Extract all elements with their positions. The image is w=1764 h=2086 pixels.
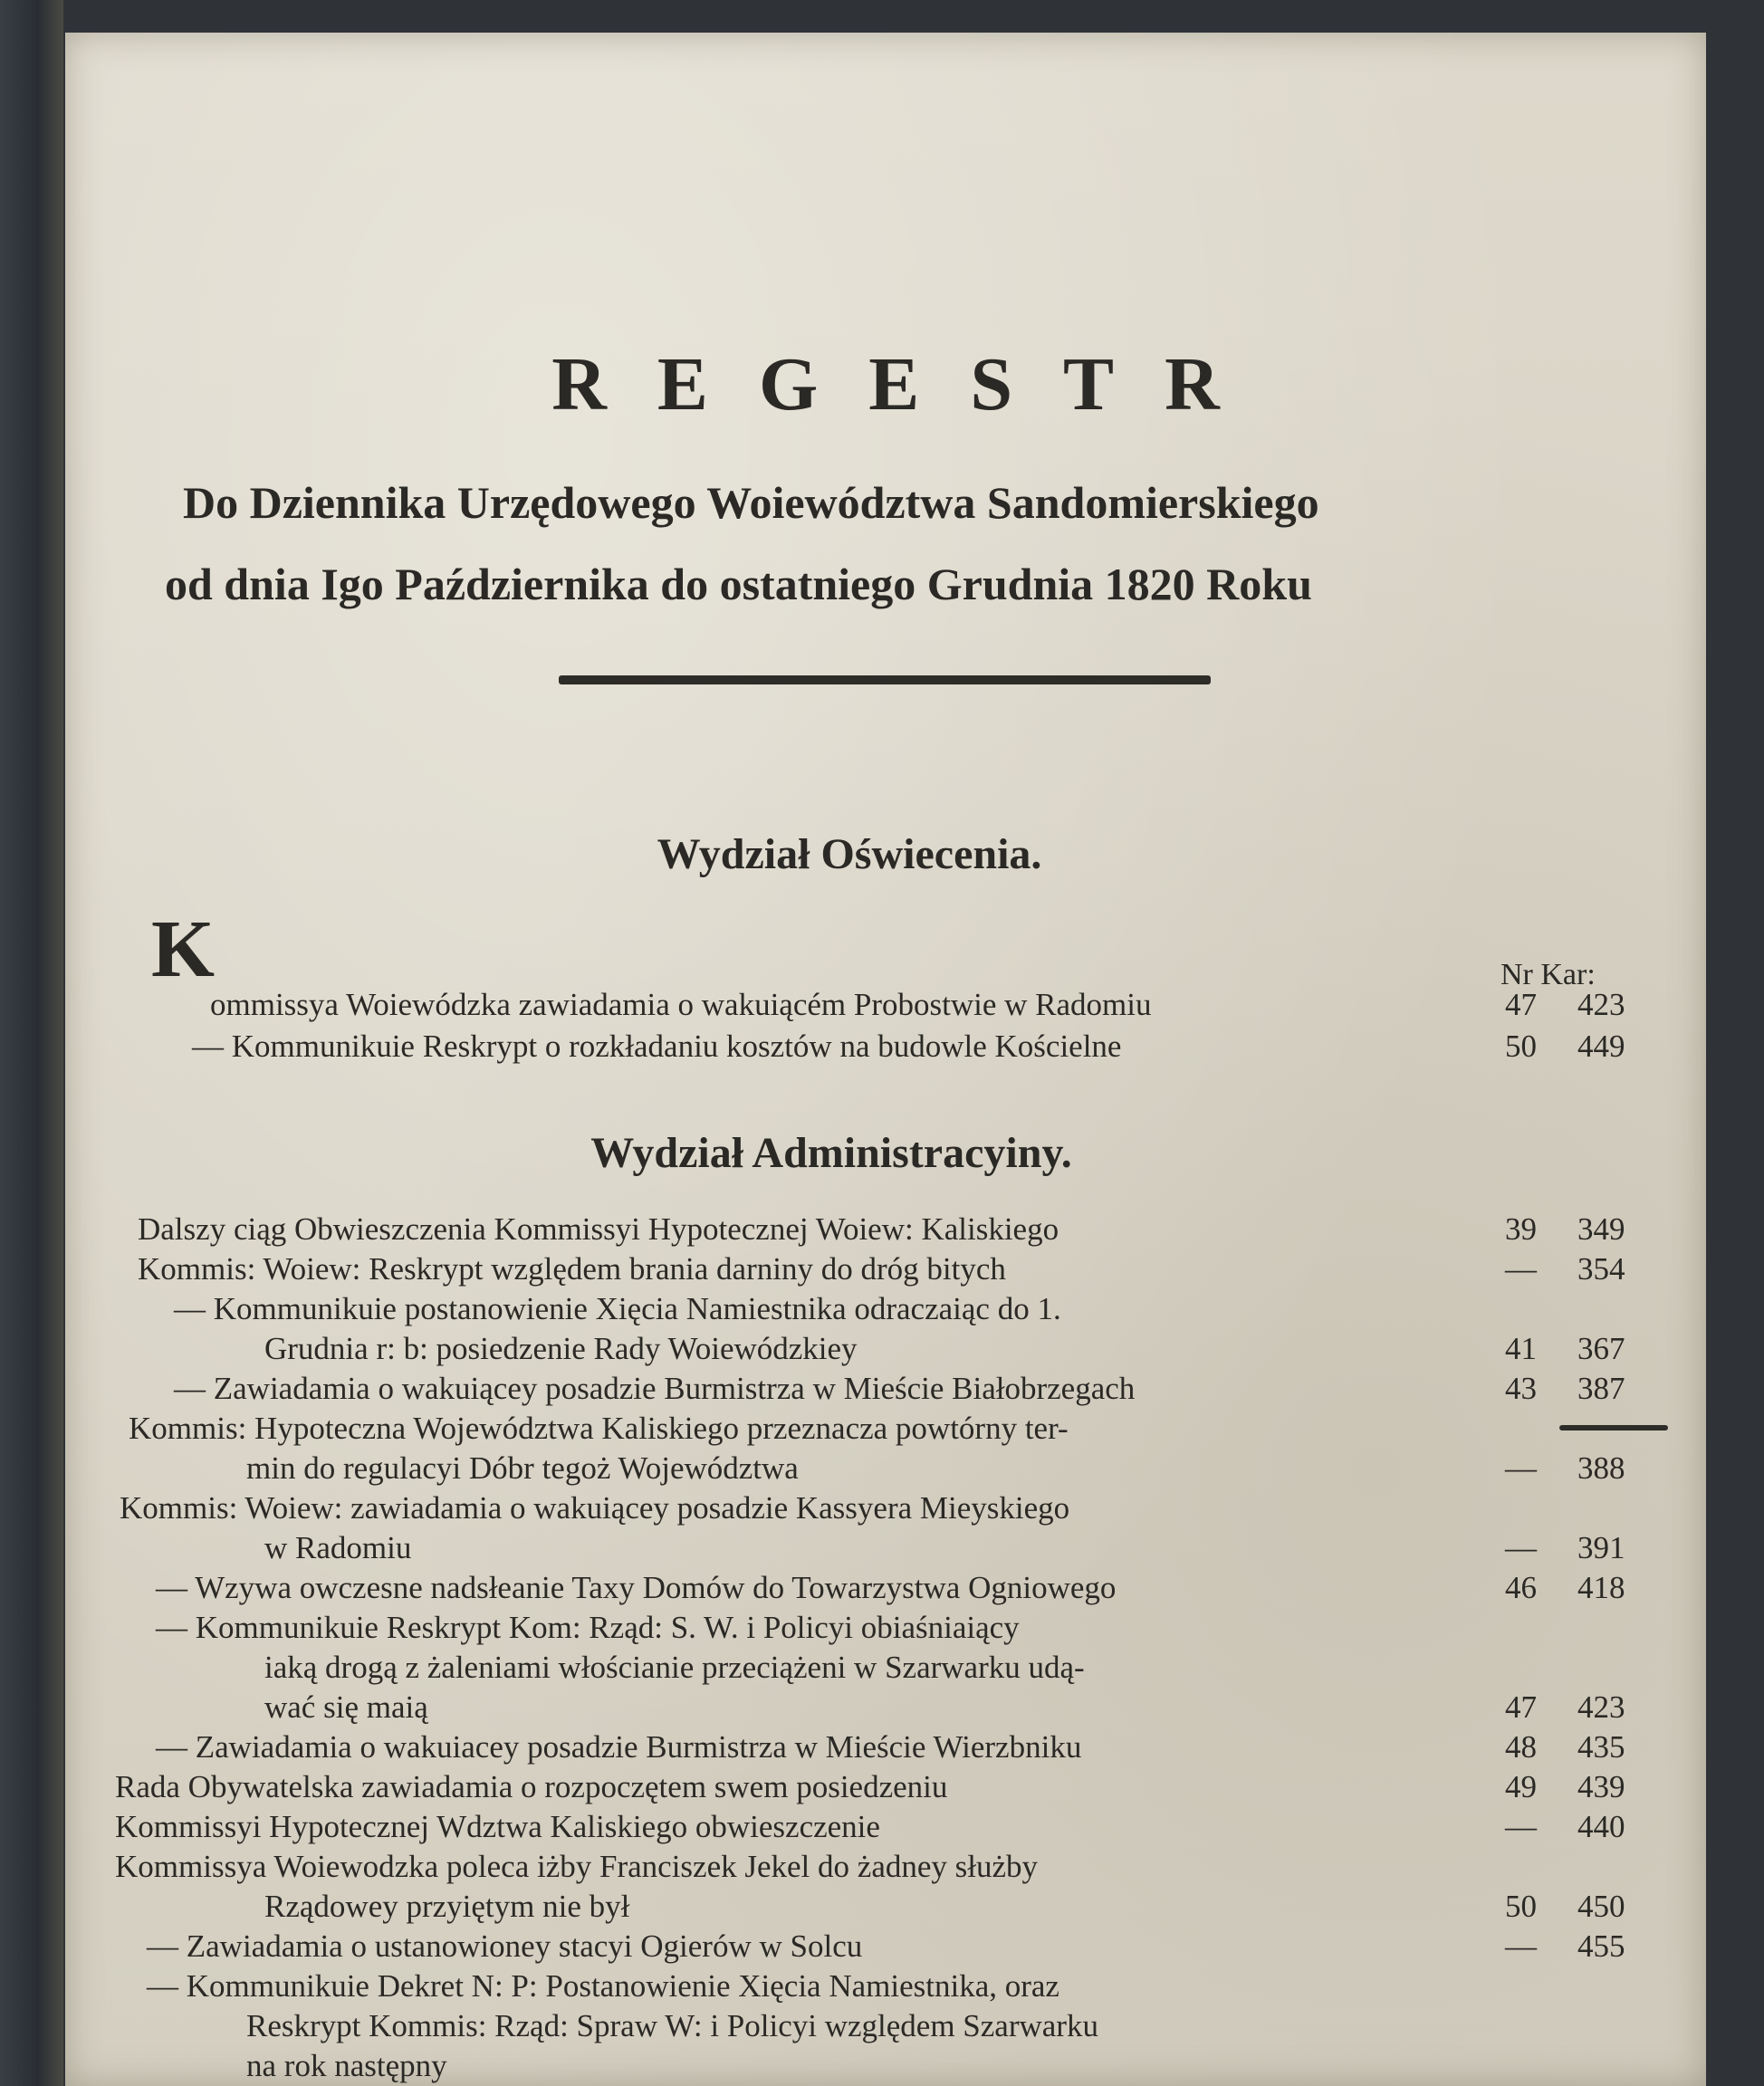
- entry-kar: 449: [1577, 1029, 1625, 1064]
- book-spine: [0, 0, 63, 2086]
- entry-kar: 440: [1577, 1809, 1625, 1844]
- entry-kar: 388: [1577, 1450, 1625, 1486]
- section-heading-oswiecenia: Wydział Oświecenia.: [657, 830, 1042, 878]
- entry-kar: 455: [1577, 1928, 1625, 1964]
- list-item: [65, 1409, 1706, 1449]
- document-page: [65, 33, 1706, 2086]
- list-item: [65, 1688, 1706, 1727]
- list-item: [65, 1369, 1706, 1409]
- entry-kar: 423: [1577, 1689, 1625, 1725]
- entry-text: — Kommunikuie Reskrypt Kom: Rząd: S. W. i Policyi obiaśniaiący: [156, 1610, 1020, 1645]
- list-item: [65, 1767, 1706, 1807]
- entry-nr: 41: [1505, 1331, 1537, 1366]
- entry-text: Kommis: Hypoteczna Województwa Kaliskiego przeznacza powtórny ter-: [129, 1411, 1069, 1446]
- column-header: Nr Kar:: [1500, 958, 1596, 991]
- list-item: [65, 1887, 1706, 1927]
- list-item: [65, 1027, 1706, 1067]
- list-item: [65, 1966, 1706, 2006]
- list-item: [65, 1289, 1706, 1329]
- entry-text: Kommis: Woiew: Reskrypt względem brania darniny do dróg bitych: [138, 1251, 1006, 1287]
- subtitle-line-2: od dnia Igo Października do ostatniego Grudnia 1820 Roku: [165, 559, 1312, 609]
- entry-text: Grudnia r: b: posiedzenie Rady Woiewódzkiey: [264, 1331, 858, 1366]
- entry-text: min do regulacyi Dóbr tegoż Województwa: [246, 1450, 799, 1486]
- list-item: [65, 1329, 1706, 1369]
- entry-kar: 439: [1577, 1769, 1625, 1804]
- list-item: [65, 1249, 1706, 1289]
- list-item: [65, 1608, 1706, 1648]
- entry-nr: —: [1505, 1450, 1537, 1486]
- entry-nr: —: [1505, 1928, 1537, 1964]
- entry-nr: 46: [1505, 1570, 1537, 1605]
- entry-text: Dalszy ciąg Obwieszczenia Kommissyi Hypotecznej Woiew: Kaliskiego: [138, 1211, 1059, 1247]
- entry-nr: 49: [1505, 1769, 1537, 1804]
- entry-text: — Zawiadamia o ustanowioney stacyi Ogierów w Solcu: [147, 1928, 863, 1964]
- entry-text: — Kommunikuie postanowienie Xięcia Namiestnika odraczaiąc do 1.: [174, 1291, 1061, 1326]
- list-item: [65, 1528, 1706, 1568]
- entry-kar: 435: [1577, 1729, 1625, 1765]
- entry-kar: 450: [1577, 1889, 1625, 1924]
- list-item: [65, 985, 1706, 1025]
- entry-nr: 43: [1505, 1371, 1537, 1406]
- list-item: [65, 1727, 1706, 1767]
- entry-text: Kommis: Woiew: zawiadamia o wakuiącey posadzie Kassyera Mieyskiego: [120, 1490, 1070, 1526]
- drop-cap: K: [151, 904, 216, 994]
- entry-text: ommissya Woiewódzka zawiadamia o wakuiącém Probostwie w Radomiu: [210, 987, 1152, 1022]
- entry-text: Kommissya Woiewodzka poleca iżby Franciszek Jekel do żadney służby: [115, 1849, 1039, 1884]
- subtitle-line-1: Do Dziennika Urzędowego Woiewództwa Sandomierskiego: [183, 477, 1319, 528]
- entry-nr: 39: [1505, 1211, 1537, 1247]
- list-item: [65, 1847, 1706, 1887]
- entry-text: — Zawiadamia o wakuiącey posadzie Burmistrza w Mieście Białobrzegach: [174, 1371, 1136, 1406]
- list-item: [65, 1807, 1706, 1847]
- entry-nr: 47: [1505, 1689, 1537, 1725]
- entry-text: na rok następny: [246, 2048, 447, 2083]
- page-title: REGESTR: [551, 342, 1270, 426]
- list-item: [65, 1648, 1706, 1688]
- entry-kar: 423: [1577, 987, 1625, 1022]
- entry-kar: 349: [1577, 1211, 1625, 1247]
- entry-nr: —: [1505, 1809, 1537, 1844]
- entry-text: w Radomiu: [264, 1530, 412, 1565]
- entry-kar: 391: [1577, 1530, 1625, 1565]
- entry-text: Rada Obywatelska zawiadamia o rozpoczętem swem posiedzeniu: [115, 1769, 948, 1804]
- list-item: [65, 1927, 1706, 1966]
- entry-kar: 367: [1577, 1331, 1625, 1366]
- entry-kar: 387: [1577, 1371, 1625, 1406]
- section-heading-administracyiny: Wydział Administracyiny.: [590, 1129, 1072, 1177]
- list-item: [65, 2006, 1706, 2046]
- entry-text: — Kommunikuie Reskrypt o rozkładaniu kosztów na budowle Kościelne: [192, 1029, 1122, 1064]
- list-item: [65, 1210, 1706, 1249]
- entry-nr: —: [1505, 1530, 1537, 1565]
- entry-nr: 50: [1505, 1029, 1537, 1064]
- entry-nr: —: [1505, 1251, 1537, 1287]
- list-item: [65, 1488, 1706, 1528]
- entry-nr: 50: [1505, 1889, 1537, 1924]
- entry-kar: 418: [1577, 1570, 1625, 1605]
- entry-text: — Zawiadamia o wakuiacey posadzie Burmistrza w Mieście Wierzbniku: [156, 1729, 1082, 1765]
- entry-nr: 47: [1505, 987, 1537, 1022]
- underline-mark: [1559, 1425, 1668, 1431]
- list-item: [65, 1568, 1706, 1608]
- entry-nr: 48: [1505, 1729, 1537, 1765]
- entry-text: wać się maią: [264, 1689, 428, 1725]
- list-item: [65, 1449, 1706, 1488]
- entry-kar: 354: [1577, 1251, 1625, 1287]
- list-item: [65, 2046, 1706, 2082]
- entry-text: Reskrypt Kommis: Rząd: Spraw W: i Policyi względem Szarwarku: [246, 2008, 1098, 2043]
- entry-text: iaką drogą z żaleniami włościanie przeciążeni w Szarwarku udą-: [264, 1650, 1085, 1685]
- title-rule: [559, 675, 1211, 684]
- entry-text: — Kommunikuie Dekret N: P: Postanowienie Xięcia Namiestnika, oraz: [147, 1968, 1059, 2004]
- entry-text: Kommissyi Hypotecznej Wdztwa Kaliskiego obwieszczenie: [115, 1809, 880, 1844]
- entry-text: — Wzywa owczesne nadsłeanie Taxy Domów do Towarzystwa Ogniowego: [156, 1570, 1117, 1605]
- entry-text: Rządowey przyiętym nie był: [264, 1889, 630, 1924]
